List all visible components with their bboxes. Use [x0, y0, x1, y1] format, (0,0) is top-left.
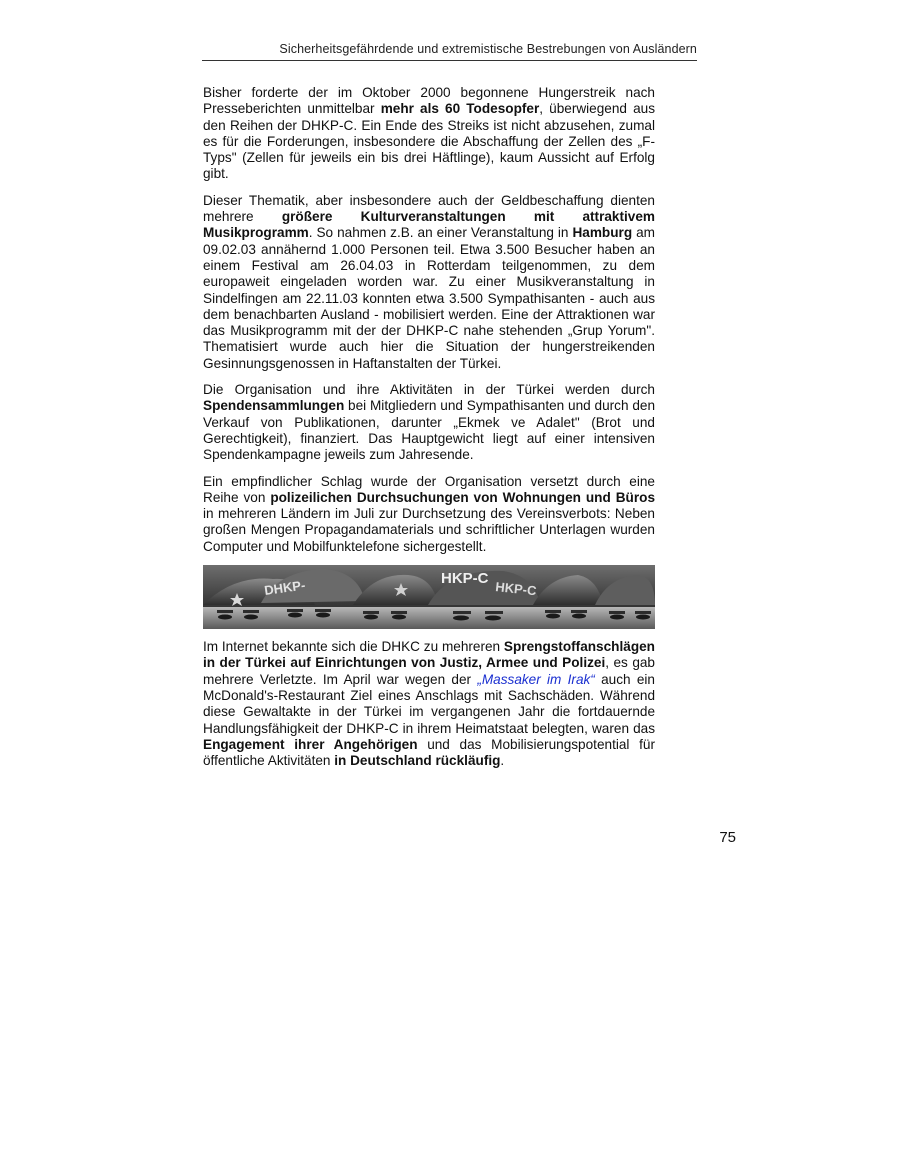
- paragraph-attacks: Im Internet bekannte sich die DHKC zu mehreren Sprengstoffanschlägen in der Türkei auf Einrichtungen von Justiz, Armee und Polizei, es gab mehrere Verletzte. Im April war wegen der „Massaker im Irak“ auch ein McDonald's-Restaurant Ziel eines Anschlags mit Sachschäden. Während diese Gewaltakte in der Türkei im vergangenen Jahr die fortdauernde Handlungsfähigkeit der DHKP-C in ihrem Heimatstaat belegten, waren das Engagement ihrer Angehörigen und das Mobilisierungspotential für öffentliche Aktivitäten in Deutschland rückläufig.: [203, 639, 655, 769]
- cap-lettering: HKP-C: [494, 579, 538, 599]
- banner-photo: [203, 565, 655, 629]
- cap-lettering: DHKP-: [263, 577, 307, 598]
- bold-phrase: Engagement ihrer Angehörigen: [203, 736, 418, 752]
- bold-phrase: in Deutschland rückläufig: [334, 753, 501, 769]
- page-number: 75: [719, 829, 736, 846]
- faces-band: [203, 607, 655, 629]
- running-header: Sicherheitsgefährdende und extremistische Bestrebungen von Ausländern: [202, 42, 697, 61]
- bold-phrase: Hamburg: [572, 225, 633, 241]
- cap-lettering: HKP-C: [441, 570, 489, 588]
- bold-phrase: polizeilichen Durchsuchungen von Wohnungen und Büros: [270, 489, 656, 505]
- bold-phrase: Sprengstoffanschlägen in der Türkei auf Einrichtungen von Justiz, Armee und Polizei: [203, 639, 655, 671]
- paragraph-hunger-strike: Bisher forderte der im Oktober 2000 begonnene Hungerstreik nach Presseberichten unmittelbar mehr als 60 Todesopfer, überwiegend aus den Reihen der DHKP-C. Ein Ende des Streiks ist nicht abzusehen, zumal es für die Forderungen, insbesondere die Abschaffung der Zellen des „F-Typs" (Zellen für jeweils ein bis drei Häftlinge), kaum Aussicht auf Erfolg gibt.: [203, 85, 656, 182]
- paragraph-donations: Die Organisation und ihre Aktivitäten in der Türkei werden durch Spendensammlungen bei Mitgliedern und Sympathisanten und durch den Verkauf von Publikationen, darunter „Ekmek ve Adalet" (Brot und Gerechtigkeit), finanziert. Das Hauptgewicht liegt auf einer intensiven Spendenkampagne jeweils zum Jahresende.: [203, 382, 655, 463]
- massaker-im-irak-link[interactable]: „Massaker im Irak“: [477, 671, 595, 687]
- banner-image: [203, 565, 655, 629]
- bold-phrase: Spendensammlungen: [203, 398, 345, 414]
- bold-phrase: mehr als 60 Todesopfer: [380, 101, 540, 117]
- body-text: [203, 85, 655, 779]
- bold-phrase: größere Kulturveranstaltungen mit attraktivem Musikprogramm: [203, 209, 655, 241]
- paragraph-cultural-events: Dieser Thematik, aber insbesondere auch der Geldbeschaffung dienten mehrere größere Kulturveranstaltungen mit attraktivem Musikprogramm. So nahmen z.B. an einer Veranstaltung in Hamburg am 09.02.03 annähernd 1.000 Personen teil. Etwa 3.500 Besucher haben an einem Festival am 26.04.03 in Rotterdam teilgenommen, zu dem europaweit eingeladen worden war. Zu einer Musikveranstaltung in Sindelfingen am 22.11.03 konnten etwa 3.500 Sympathisanten - auch aus dem benachbarten Ausland - mobilisiert werden. Eine der Attraktionen war das Musikprogramm mit der der DHKP-C nahe stehenden „Grup Yorum". Thematisiert wurde auch hier die Situation der hungerstreikenden Gesinnungsgenossen in Haftanstalten der Türkei.: [203, 192, 655, 371]
- paragraph-police-searches: Ein empfindlicher Schlag wurde der Organisation versetzt durch eine Reihe von polizeilichen Durchsuchungen von Wohnungen und Büros in mehreren Ländern im Juli zur Durchsetzung des Vereinsverbots: Neben großen Mengen Propagandamaterials und schriftlicher Unterlagen wurden Computer und Mobilfunktelefone sichergestellt.: [203, 473, 656, 554]
